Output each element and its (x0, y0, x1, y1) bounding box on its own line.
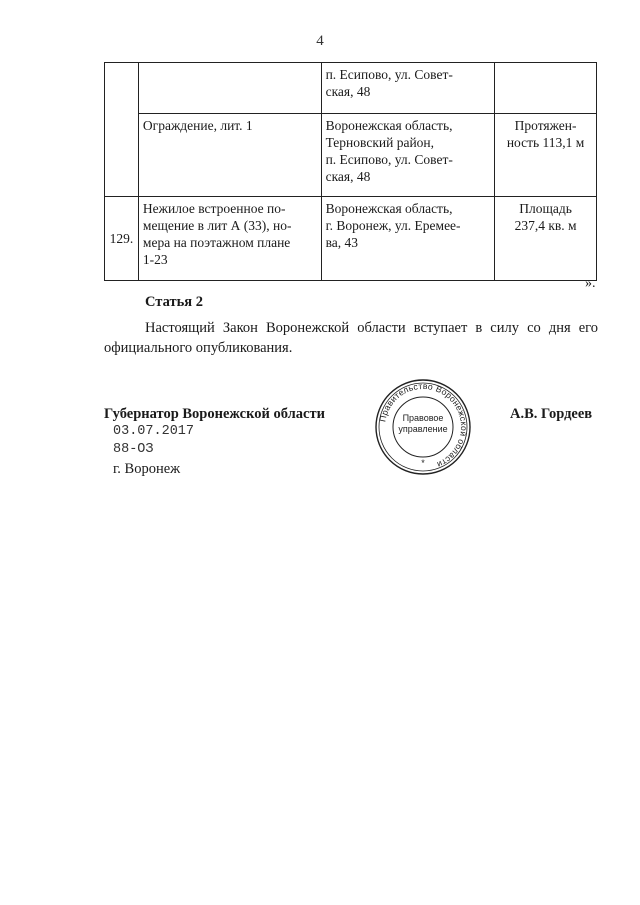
table-row (105, 63, 597, 114)
article-body-line: Настоящий Закон Воронежской области вступает в силу со дня его (145, 320, 598, 336)
stamp-ring-text: Правительство Воронежской области (377, 380, 470, 471)
row-number (105, 114, 139, 197)
property-address: п. Есипово, ул. Совет- ская, 48 (321, 63, 495, 114)
article-title: Статья 2 (145, 294, 203, 310)
property-table (104, 62, 597, 281)
closing-quote: ». (585, 276, 596, 291)
article-body-line: официального опубликования. (104, 340, 293, 356)
table-row (105, 197, 597, 281)
stamp-center-line: Правовое (402, 413, 444, 423)
stamp-mark: * (421, 458, 425, 468)
property-address: Воронежская область, г. Воронеж, ул. Еремее- ва, 43 (321, 197, 495, 281)
property-name: Ограждение, лит. 1 (138, 114, 321, 197)
property-name (138, 63, 321, 114)
row-number (105, 63, 139, 114)
property-size: Площадь 237,4 кв. м (495, 197, 597, 281)
property-size: Протяжен- ность 113,1 м (495, 114, 597, 197)
signer-title: Губернатор Воронежской области (104, 406, 325, 422)
stamp-caption (374, 413, 472, 435)
article-body (104, 318, 598, 358)
property-address: Воронежская область, Терновский район, п. Есипово, ул. Совет- ская, 48 (321, 114, 495, 197)
property-name: Нежилое встроенное по- мещение в лит А (33), но- мера на поэтажном плане 1-23 (138, 197, 321, 281)
signing-city: г. Воронеж (113, 461, 181, 477)
property-size (495, 63, 597, 114)
row-number: 129. (105, 197, 139, 281)
signer-name: А.В. Гордеев (510, 406, 593, 422)
table-row (105, 114, 597, 197)
law-number: 88-ОЗ (113, 442, 154, 457)
page-number: 4 (316, 33, 324, 49)
stamp-center-line: управление (398, 424, 448, 434)
signing-date: 03.07.2017 (113, 424, 195, 439)
